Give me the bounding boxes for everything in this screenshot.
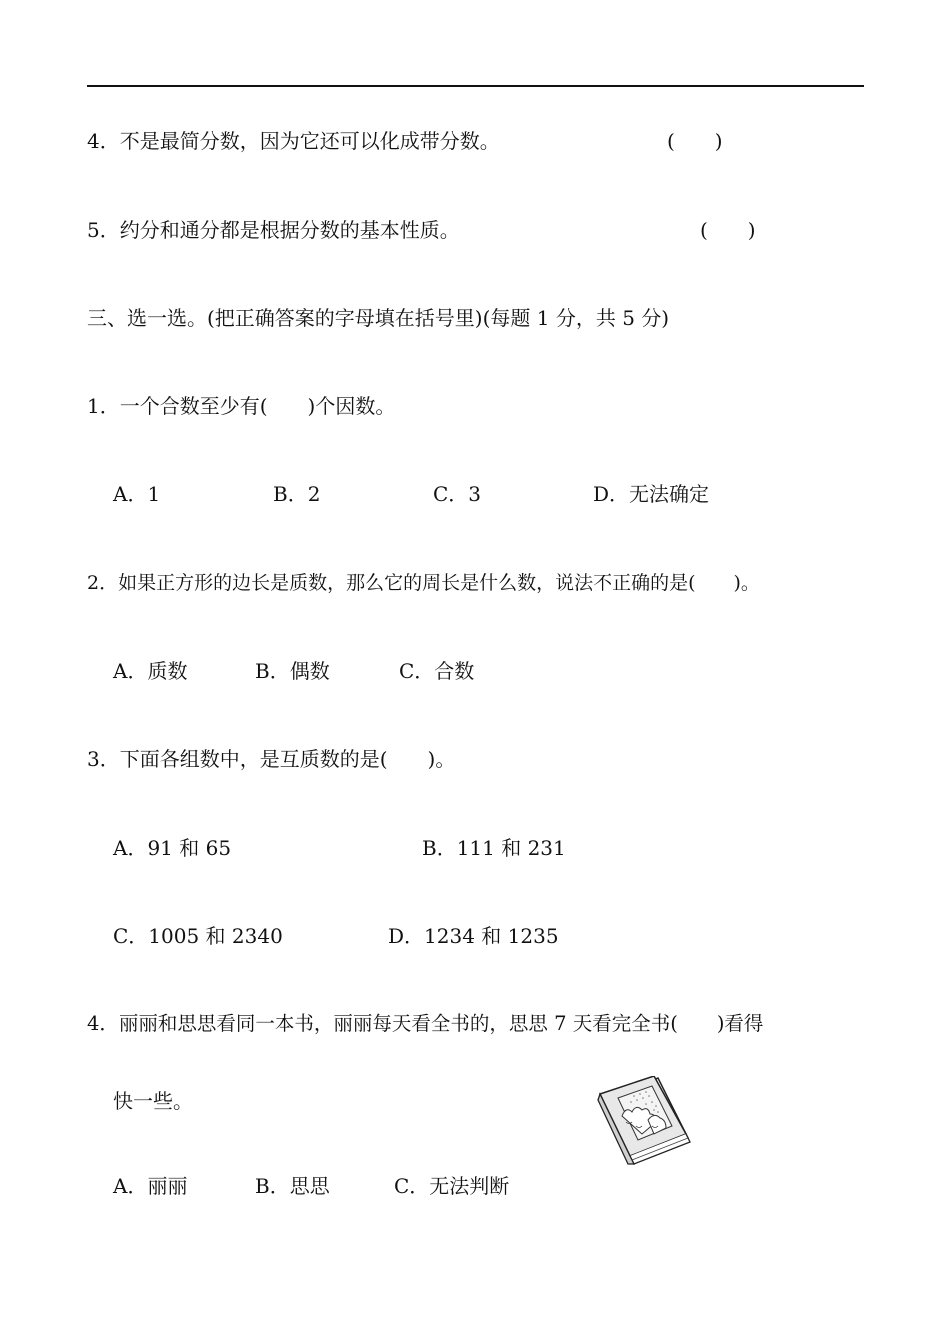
q3-option-b[interactable]: B．111 和 231 [422,836,566,860]
header-rule [87,85,864,87]
choice-question-3: 3．下面各组数中，是互质数的是( )。 [87,747,456,771]
q4-option-b[interactable]: B．思思 [255,1174,330,1198]
choice-question-1: 1．一个合数至少有( )个因数。 [87,394,396,418]
q1-option-c[interactable]: C．3 [433,482,482,506]
choice-question-4: 4．丽丽和思思看同一本书，丽丽每天看全书的，思思 7 天看完全书( )看得 [87,1012,764,1035]
q1-option-d[interactable]: D．无法确定 [593,482,710,506]
judge-question-5: 5．约分和通分都是根据分数的基本性质。 [87,218,460,242]
judge-answer-blank-5[interactable]: ( ) [700,218,756,242]
q3-option-d[interactable]: D．1234 和 1235 [388,924,559,948]
judge-question-4: 4．不是最简分数，因为它还可以化成带分数。 [87,129,500,153]
section-3-title: 三、选一选。(把正确答案的字母填在括号里)(每题 1 分，共 5 分) [87,306,670,330]
q4-option-a[interactable]: A．丽丽 [113,1174,188,1198]
q1-option-a[interactable]: A．1 [113,482,161,506]
q2-option-b[interactable]: B．偶数 [255,659,330,683]
q2-option-c[interactable]: C．合数 [399,659,475,683]
q1-option-b[interactable]: B．2 [273,482,321,506]
book-icon [596,1076,696,1168]
q3-option-a[interactable]: A．91 和 65 [113,836,232,860]
choice-question-4-continued: 快一些。 [113,1089,193,1113]
judge-answer-blank-4[interactable]: ( ) [667,129,723,153]
q3-option-c[interactable]: C．1005 和 2340 [113,924,283,948]
q4-option-c[interactable]: C．无法判断 [394,1174,510,1198]
q2-option-a[interactable]: A．质数 [113,659,188,683]
choice-question-2: 2．如果正方形的边长是质数，那么它的周长是什么数，说法不正确的是( )。 [87,572,760,594]
